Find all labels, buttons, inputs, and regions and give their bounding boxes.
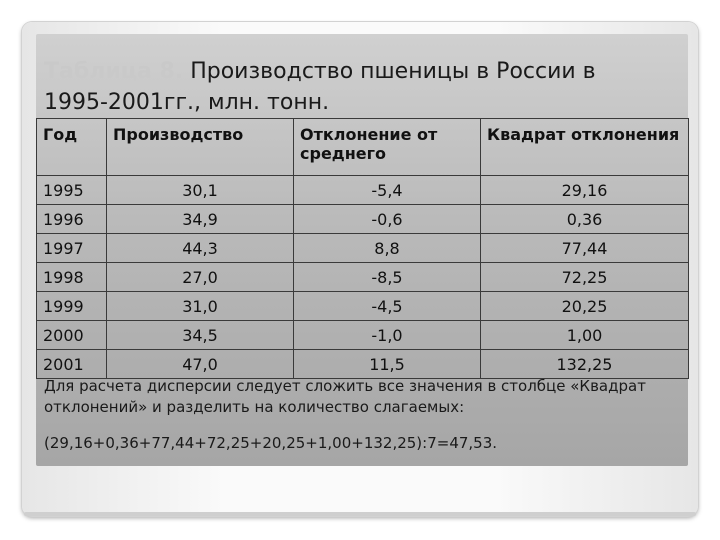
table-row <box>37 321 689 350</box>
table-row <box>37 234 689 263</box>
header-deviation: Отклонение от среднего <box>294 119 481 176</box>
cell-deviation: -1,0 <box>294 321 481 350</box>
cell-squared-deviation: 29,16 <box>481 176 689 205</box>
cell-squared-deviation: 20,25 <box>481 292 689 321</box>
cell-year: 2000 <box>37 321 107 350</box>
cell-year: 1995 <box>37 176 107 205</box>
cell-year: 2001 <box>37 350 107 379</box>
title-prefix: Таблица 8. <box>44 59 184 84</box>
cell-year: 1996 <box>37 205 107 234</box>
cell-year: 1999 <box>37 292 107 321</box>
cell-production: 34,5 <box>107 321 294 350</box>
header-year: Год <box>37 119 107 176</box>
slide-title <box>44 56 684 118</box>
table-row <box>37 292 689 321</box>
cell-deviation: -5,4 <box>294 176 481 205</box>
table-row <box>37 350 689 379</box>
cell-production: 30,1 <box>107 176 294 205</box>
table-row <box>37 205 689 234</box>
variance-formula: (29,16+0,36+77,44+72,25+20,25+1,00+132,25):7=47,53. <box>44 434 498 452</box>
cell-deviation: 11,5 <box>294 350 481 379</box>
cell-production: 34,9 <box>107 205 294 234</box>
cell-squared-deviation: 77,44 <box>481 234 689 263</box>
wheat-production-table <box>36 118 689 379</box>
header-production: Производство <box>107 119 294 176</box>
cell-deviation: -8,5 <box>294 263 481 292</box>
cell-year: 1997 <box>37 234 107 263</box>
title-line-1: Производство пшеницы в России в <box>183 59 596 84</box>
table-header-row <box>37 119 689 176</box>
cell-production: 47,0 <box>107 350 294 379</box>
cell-deviation: -0,6 <box>294 205 481 234</box>
cell-deviation: -4,5 <box>294 292 481 321</box>
cell-deviation: 8,8 <box>294 234 481 263</box>
title-line-2: 1995-2001гг., млн. тонн. <box>44 90 330 115</box>
cell-production: 44,3 <box>107 234 294 263</box>
cell-squared-deviation: 1,00 <box>481 321 689 350</box>
cell-squared-deviation: 72,25 <box>481 263 689 292</box>
cell-production: 31,0 <box>107 292 294 321</box>
cell-year: 1998 <box>37 263 107 292</box>
header-squared-deviation: Квадрат отклонения <box>481 119 689 176</box>
slide-bottom-rule <box>24 512 696 516</box>
variance-note: Для расчета дисперсии следует сложить все значения в столбце «Квадрат отклонений» и разделить на количество слагаемых: <box>44 377 646 416</box>
table-row <box>37 263 689 292</box>
table-row <box>37 176 689 205</box>
cell-squared-deviation: 132,25 <box>481 350 689 379</box>
cell-production: 27,0 <box>107 263 294 292</box>
cell-squared-deviation: 0,36 <box>481 205 689 234</box>
